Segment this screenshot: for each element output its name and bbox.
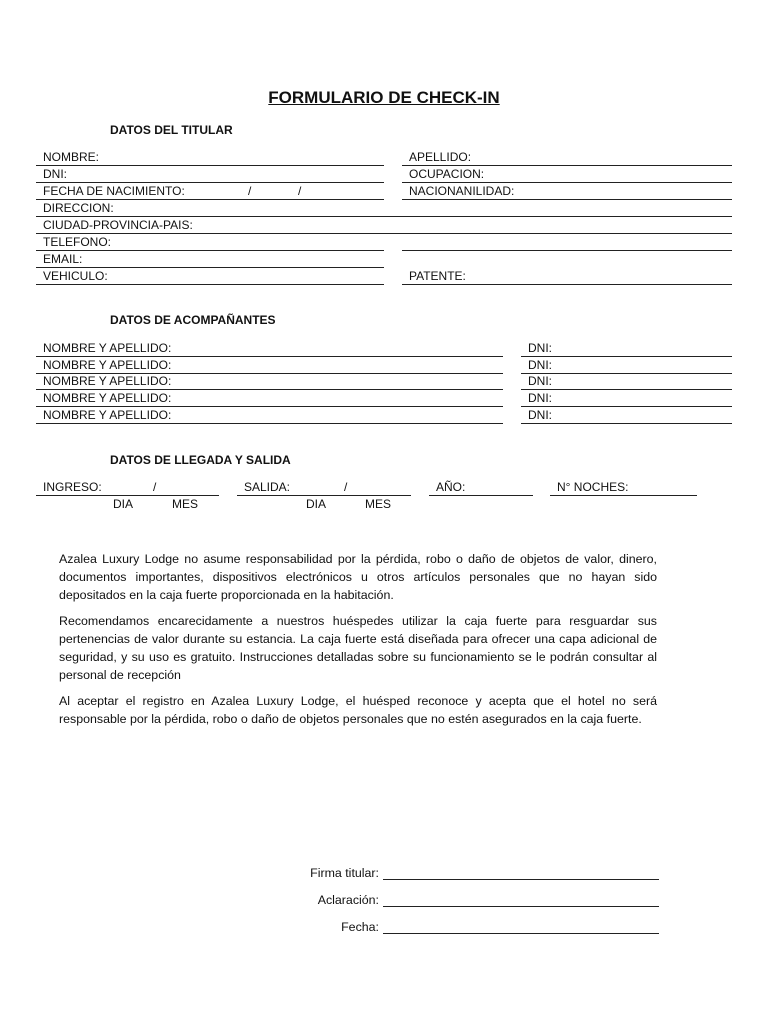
date-slash: / bbox=[344, 480, 348, 494]
acompanante-nombre-field[interactable]: NOMBRE Y APELLIDO: bbox=[36, 374, 503, 390]
telefono-field[interactable]: TELEFONO: bbox=[36, 235, 384, 251]
salida-dia-caption: DIA bbox=[306, 497, 327, 511]
salida-field[interactable] bbox=[237, 480, 411, 496]
nacionalidad-field[interactable]: NACIONANILIDAD: bbox=[402, 184, 732, 200]
date-slash: / bbox=[248, 184, 252, 198]
acompanante-dni-field[interactable]: DNI: bbox=[521, 341, 732, 357]
fecha-nacimiento-field[interactable] bbox=[36, 184, 384, 200]
ingreso-mes-caption: MES bbox=[172, 497, 199, 511]
patente-field[interactable]: PATENTE: bbox=[402, 269, 732, 285]
nombre-field[interactable]: NOMBRE: bbox=[36, 150, 384, 166]
apellido-field[interactable]: APELLIDO: bbox=[402, 150, 732, 166]
section-heading-titular: DATOS DEL TITULAR bbox=[110, 123, 233, 137]
telefono-extra-field[interactable] bbox=[402, 235, 732, 251]
salida-label: SALIDA: bbox=[244, 480, 291, 494]
anio-field[interactable]: AÑO: bbox=[429, 480, 533, 496]
aclaracion-line[interactable] bbox=[383, 896, 659, 907]
acompanante-dni-field[interactable]: DNI: bbox=[521, 391, 732, 407]
fecha-label: Fecha: bbox=[341, 920, 379, 934]
acompanante-nombre-field[interactable]: NOMBRE Y APELLIDO: bbox=[36, 358, 503, 374]
section-heading-acompanantes: DATOS DE ACOMPAÑANTES bbox=[110, 313, 276, 327]
disclaimer-paragraph-2: Recomendamos encarecidamente a nuestros huéspedes utilizar la caja fuerte para resguardar sus pertenencias de valor durante su estancia. La caja fuerte está diseñada para ofrecer una capa adicional de seguridad, y su uso es gratuito. Instrucciones detalladas sobre su funcionamiento se le podrán consultar al personal de recepción bbox=[59, 614, 657, 682]
aclaracion-label: Aclaración: bbox=[317, 893, 379, 907]
ocupacion-field[interactable]: OCUPACION: bbox=[402, 167, 732, 183]
acompanante-dni-field[interactable]: DNI: bbox=[521, 408, 732, 424]
fecha-nacimiento-label: FECHA DE NACIMIENTO: bbox=[43, 184, 185, 198]
date-slash: / bbox=[298, 184, 302, 198]
acompanante-nombre-field[interactable]: NOMBRE Y APELLIDO: bbox=[36, 408, 503, 424]
noches-field[interactable]: N° NOCHES: bbox=[550, 480, 697, 496]
email-field[interactable]: EMAIL: bbox=[36, 252, 384, 268]
dni-field[interactable]: DNI: bbox=[36, 167, 384, 183]
form-title: FORMULARIO DE CHECK-IN bbox=[268, 88, 500, 107]
acompanante-nombre-field[interactable]: NOMBRE Y APELLIDO: bbox=[36, 391, 503, 407]
ingreso-label: INGRESO: bbox=[43, 480, 102, 494]
direccion-field[interactable]: DIRECCION: bbox=[36, 201, 732, 217]
fecha-line[interactable] bbox=[383, 923, 659, 934]
ingreso-field[interactable] bbox=[36, 480, 219, 496]
salida-mes-caption: MES bbox=[365, 497, 392, 511]
acompanante-nombre-field[interactable]: NOMBRE Y APELLIDO: bbox=[36, 341, 503, 357]
firma-titular-label: Firma titular: bbox=[310, 866, 379, 880]
date-slash: / bbox=[153, 480, 157, 494]
disclaimer-paragraph-1: Azalea Luxury Lodge no asume responsabilidad por la pérdida, robo o daño de objetos de valor, dinero, documentos importantes, dispositivos electrónicos u otros artículos personales que no hayan sido depositados en la caja fuerte proporcionada en la habitación. bbox=[59, 552, 657, 602]
firma-titular-line[interactable] bbox=[383, 869, 659, 880]
section-heading-llegada-salida: DATOS DE LLEGADA Y SALIDA bbox=[110, 453, 291, 467]
ciudad-provincia-pais-field[interactable]: CIUDAD-PROVINCIA-PAIS: bbox=[36, 218, 732, 234]
acompanante-dni-field[interactable]: DNI: bbox=[521, 374, 732, 390]
ingreso-dia-caption: DIA bbox=[113, 497, 134, 511]
disclaimer-paragraph-3: Al aceptar el registro en Azalea Luxury Lodge, el huésped reconoce y acepta que el hotel no será responsable por la pérdida, robo o daño de objetos personales que no estén asegurados en la caja fuerte. bbox=[59, 694, 657, 726]
acompanante-dni-field[interactable]: DNI: bbox=[521, 358, 732, 374]
vehiculo-field[interactable]: VEHICULO: bbox=[36, 269, 384, 285]
